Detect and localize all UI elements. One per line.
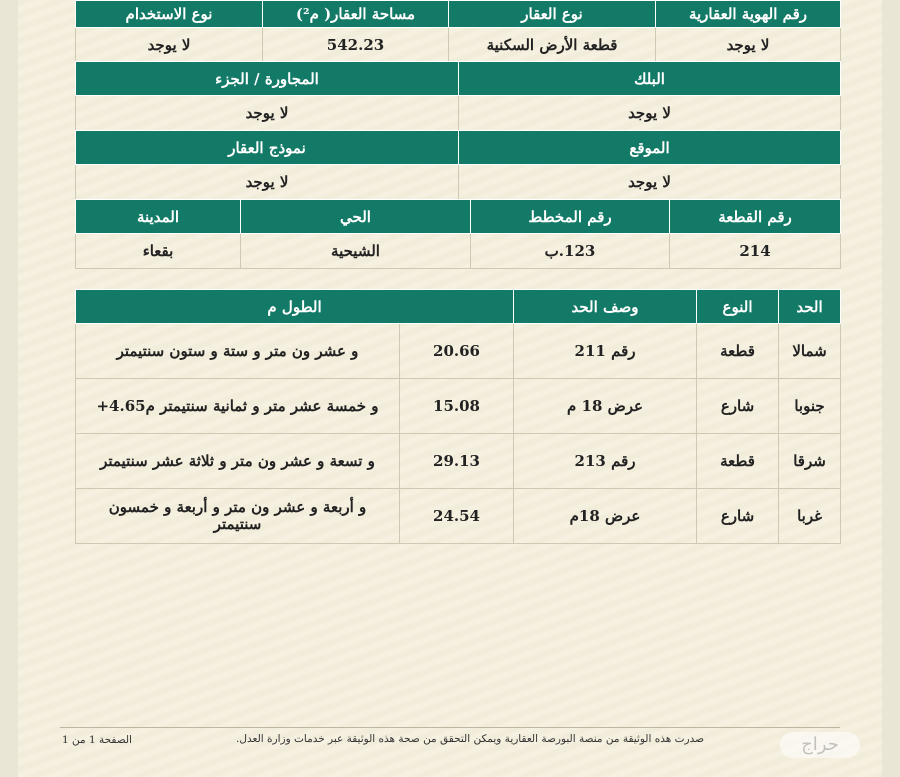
- boundary-length: 15.08: [400, 379, 514, 434]
- header-boundary: الحد: [779, 290, 841, 324]
- table-row: [76, 489, 841, 544]
- plot-info-table: [75, 199, 841, 269]
- block-info-table: [75, 61, 841, 131]
- header-property-model: نموذج العقار: [76, 131, 459, 165]
- header-length: الطول م: [76, 290, 514, 324]
- header-location: الموقع: [459, 131, 841, 165]
- value-plan-number: 123.ب: [471, 234, 670, 269]
- value-city: بقعاء: [76, 234, 241, 269]
- boundary-side: شرقا: [779, 434, 841, 489]
- boundary-side: شمالا: [779, 324, 841, 379]
- boundary-description: رقم 211: [514, 324, 697, 379]
- boundary-length: 20.66: [400, 324, 514, 379]
- header-block: البلك: [459, 62, 841, 96]
- boundary-type: قطعة: [697, 324, 779, 379]
- value-property-id: لا يوجد: [656, 28, 841, 63]
- footer-divider: [60, 727, 840, 728]
- boundary-side: جنوبا: [779, 379, 841, 434]
- header-district: الحي: [241, 200, 471, 234]
- table-row: [76, 379, 841, 434]
- header-property-id: رقم الهوية العقارية: [656, 1, 841, 28]
- header-plot-number: رقم القطعة: [670, 200, 841, 234]
- property-info-table: [75, 0, 841, 63]
- header-boundary-description: وصف الحد: [514, 290, 697, 324]
- page-number: الصفحة 1 من 1: [62, 734, 132, 746]
- boundary-length-words: و خمسة عشر متر و ثمانية سنتيمتر م4.65+: [76, 379, 400, 434]
- boundary-side: غربا: [779, 489, 841, 544]
- boundary-length-words: و أربعة و عشر ون متر و أربعة و خمسون سنتيمتر: [76, 489, 400, 544]
- value-location: لا يوجد: [459, 165, 841, 200]
- boundary-length-words: و عشر ون متر و ستة و ستون سنتيمتر: [76, 324, 400, 379]
- header-type: النوع: [697, 290, 779, 324]
- boundary-description: عرض 18 م: [514, 379, 697, 434]
- value-property-type: قطعة الأرض السكنية: [449, 28, 656, 63]
- boundary-type: شارع: [697, 489, 779, 544]
- value-usage-type: لا يوجد: [76, 28, 263, 63]
- boundary-description: رقم 213: [514, 434, 697, 489]
- value-district: الشيحية: [241, 234, 471, 269]
- boundary-length: 29.13: [400, 434, 514, 489]
- header-property-type: نوع العقار: [449, 1, 656, 28]
- boundary-type: قطعة: [697, 434, 779, 489]
- table-row: [76, 434, 841, 489]
- header-city: المدينة: [76, 200, 241, 234]
- boundaries-table: [75, 289, 841, 544]
- header-plan-number: رقم المخطط: [471, 200, 670, 234]
- table-row: [76, 324, 841, 379]
- boundary-description: عرض 18م: [514, 489, 697, 544]
- value-neighborhood-part: لا يوجد: [76, 96, 459, 131]
- header-property-area: مساحة العقار( م²): [263, 1, 449, 28]
- value-property-model: لا يوجد: [76, 165, 459, 200]
- watermark-logo: حراج: [780, 732, 860, 758]
- location-info-table: [75, 130, 841, 200]
- value-plot-number: 214: [670, 234, 841, 269]
- footer-note: صدرت هذه الوثيقة من منصة البورصة العقارية ويمكن التحقق من صحة هذه الوثيقة عبر خدمات وزارة العدل.: [236, 733, 704, 745]
- boundary-length: 24.54: [400, 489, 514, 544]
- value-property-area: 542.23: [263, 28, 449, 63]
- boundary-type: شارع: [697, 379, 779, 434]
- header-usage-type: نوع الاستخدام: [76, 1, 263, 28]
- header-neighborhood-part: المجاورة / الجزء: [76, 62, 459, 96]
- value-block: لا يوجد: [459, 96, 841, 131]
- boundary-length-words: و تسعة و عشر ون متر و ثلاثة عشر سنتيمتر: [76, 434, 400, 489]
